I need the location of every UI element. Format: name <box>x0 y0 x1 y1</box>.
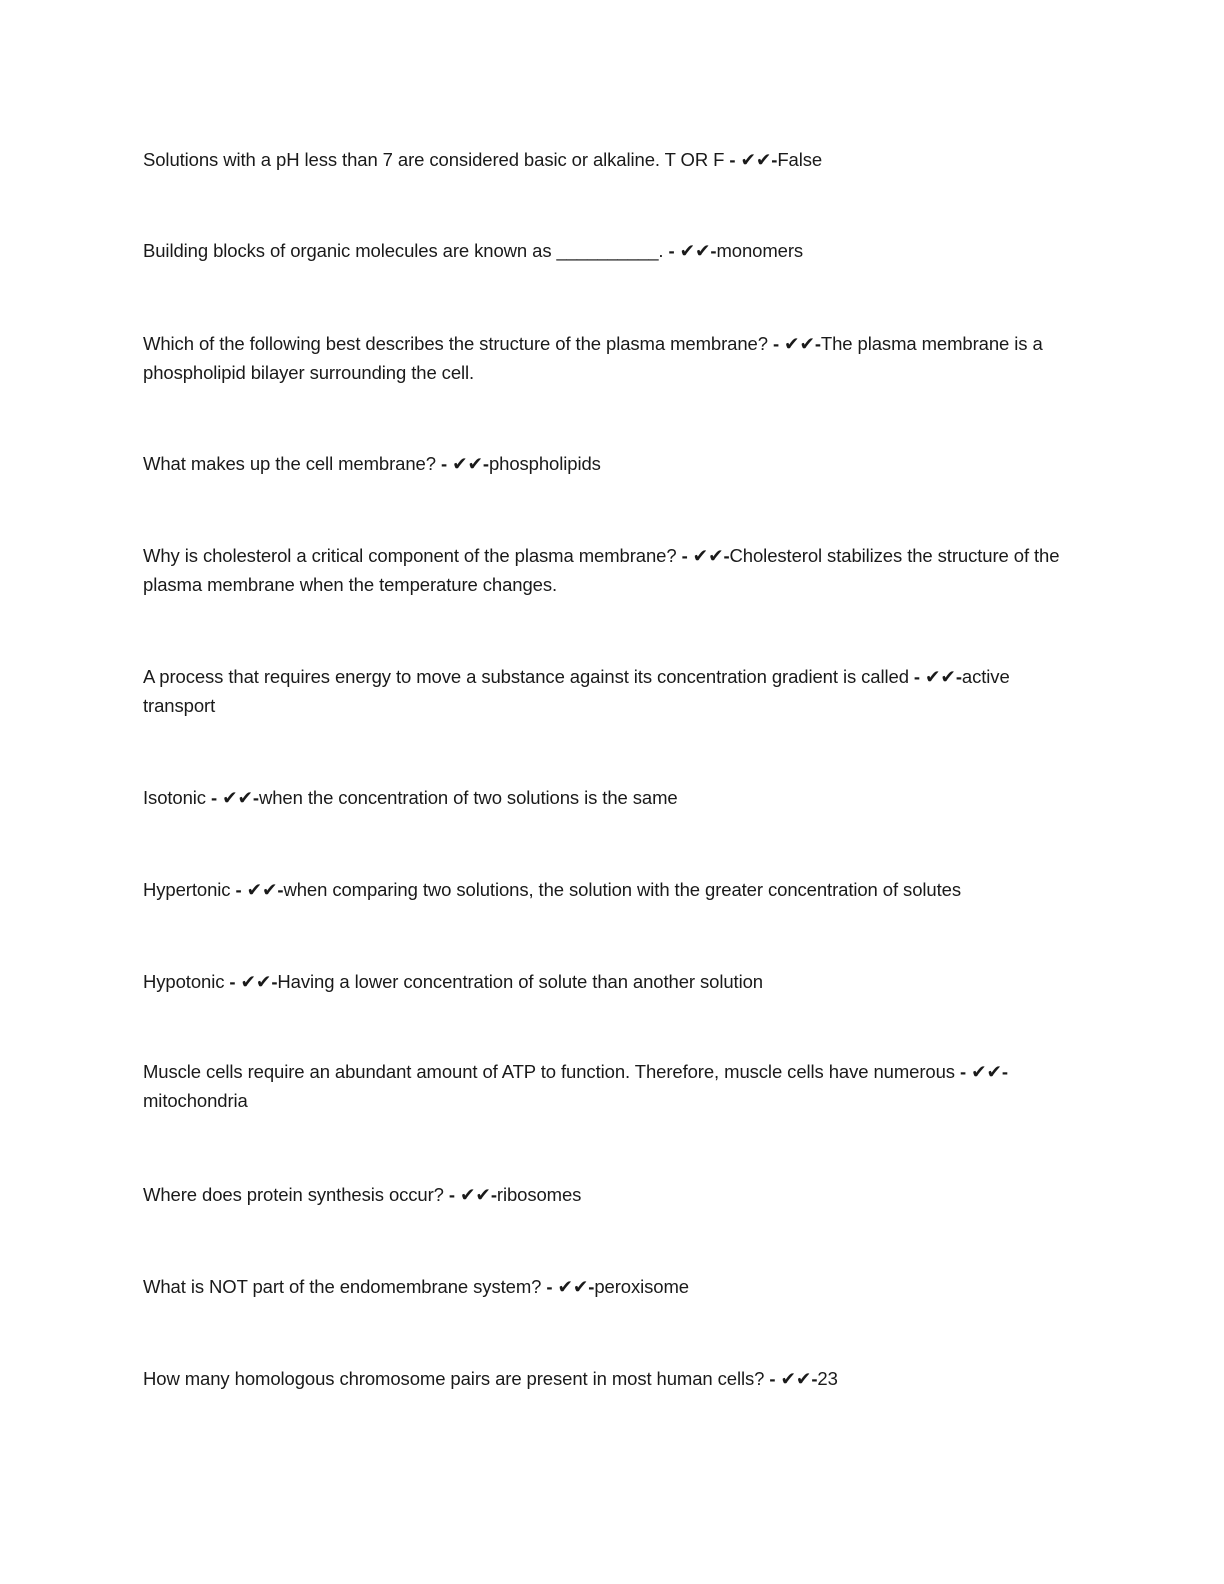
check-separator: - ✔✔- <box>676 545 730 566</box>
answer-text: active transport <box>143 666 1010 716</box>
check-separator: - ✔✔- <box>205 787 259 808</box>
qa-item-6 <box>143 662 1068 720</box>
qa-item-2 <box>143 236 1068 265</box>
answer-text: Cholesterol stabilizes the structure of the plasma membrane when the temperature changes. <box>143 545 1060 595</box>
question-text: Why is cholesterol a critical component of the plasma membrane? <box>143 545 677 566</box>
qa-item-4 <box>143 449 1068 478</box>
qa-item-1 <box>143 145 1068 174</box>
answer-text: Having a lower concentration of solute than another solution <box>277 971 763 992</box>
question-text: Hypotonic <box>143 971 225 992</box>
qa-item-13 <box>143 1364 1068 1393</box>
question-text: What is NOT part of the endomembrane system? <box>143 1276 542 1297</box>
answer-text: 23 <box>817 1368 838 1389</box>
qa-item-5 <box>143 541 1068 599</box>
question-text: What makes up the cell membrane? <box>143 453 436 474</box>
question-text: How many homologous chromosome pairs are present in most human cells? <box>143 1368 765 1389</box>
qa-item-12 <box>143 1272 1068 1301</box>
answer-text: phospholipids <box>488 453 601 474</box>
check-separator: - ✔✔- <box>724 149 778 170</box>
qa-item-7 <box>143 783 1068 812</box>
question-text: Which of the following best describes the structure of the plasma membrane? <box>143 333 768 354</box>
question-text: Building blocks of organic molecules are known as __________. <box>143 240 664 261</box>
answer-text: when the concentration of two solutions is the same <box>258 787 678 808</box>
check-separator: - ✔✔- <box>663 240 717 261</box>
question-text: Hypertonic <box>143 879 231 900</box>
question-text: A process that requires energy to move a substance against its concentration gradient is called <box>143 666 909 687</box>
answer-text: ribosomes <box>496 1184 582 1205</box>
check-separator: - ✔✔- <box>764 1368 818 1389</box>
qa-item-11 <box>143 1180 1068 1209</box>
qa-item-3 <box>143 329 1068 387</box>
qa-item-9 <box>143 967 1068 996</box>
check-separator: - ✔✔- <box>767 333 821 354</box>
check-separator: - ✔✔- <box>443 1184 497 1205</box>
question-text: Solutions with a pH less than 7 are considered basic or alkaline. T OR F <box>143 149 725 170</box>
answer-text: False <box>777 149 823 170</box>
answer-text: mitochondria <box>143 1090 248 1111</box>
check-separator: - ✔✔- <box>435 453 489 474</box>
qa-item-10 <box>143 1057 1068 1115</box>
check-separator: - ✔✔- <box>224 971 278 992</box>
answer-text: when comparing two solutions, the solution with the greater concentration of solutes <box>283 879 961 900</box>
answer-text: The plasma membrane is a phospholipid bilayer surrounding the cell. <box>143 333 1043 383</box>
question-text: Where does protein synthesis occur? <box>143 1184 444 1205</box>
check-separator: - ✔✔- <box>908 666 962 687</box>
check-separator: - ✔✔- <box>954 1061 1008 1082</box>
check-separator: - ✔✔- <box>541 1276 595 1297</box>
question-text: Isotonic <box>143 787 206 808</box>
answer-text: peroxisome <box>594 1276 689 1297</box>
answer-text: monomers <box>716 240 804 261</box>
check-separator: - ✔✔- <box>230 879 284 900</box>
qa-item-8 <box>143 875 1068 904</box>
question-text: Muscle cells require an abundant amount of ATP to function. Therefore, muscle cells have numerous <box>143 1061 955 1082</box>
